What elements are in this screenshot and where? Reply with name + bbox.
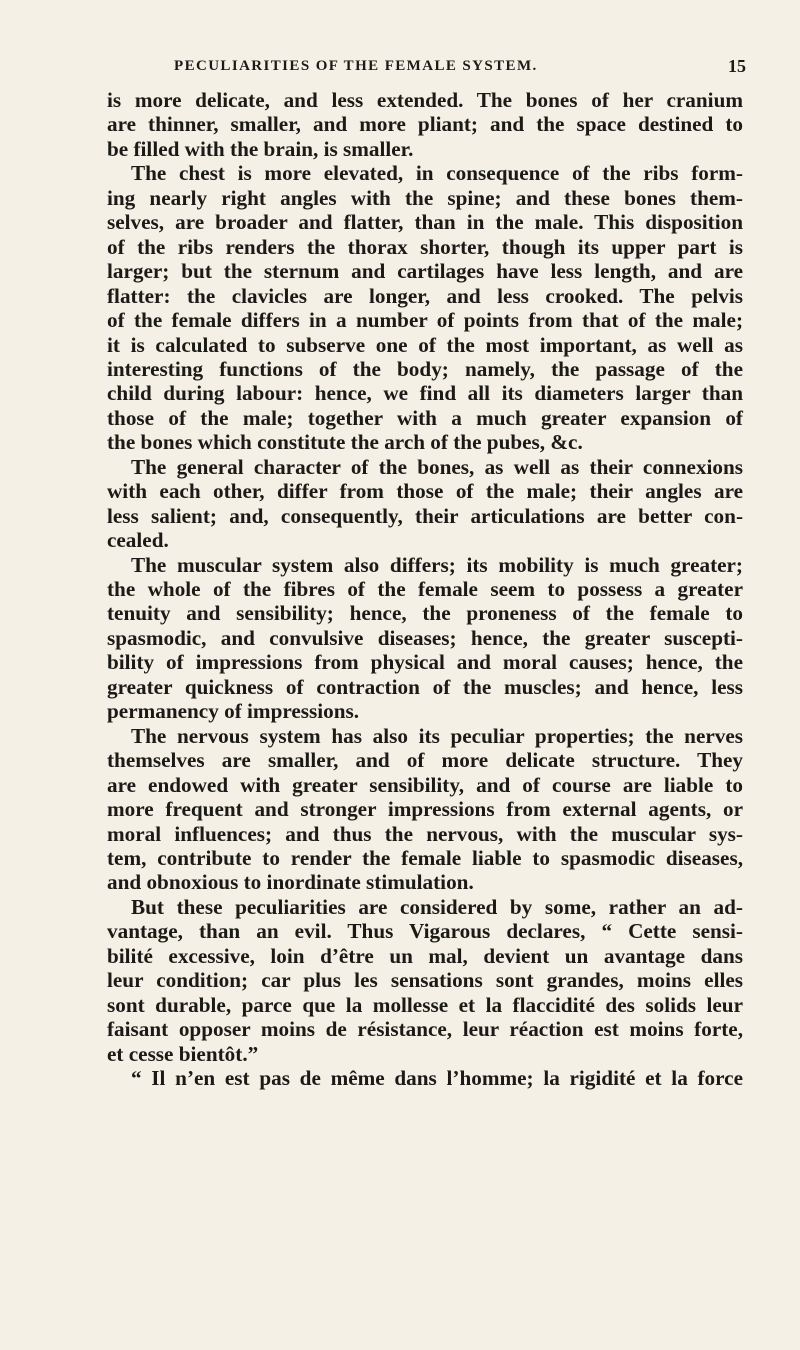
text-line: child during labour: hence, we find all its diameters larger than xyxy=(107,381,743,406)
text-line: is more delicate, and less extended. The bones of her cranium xyxy=(107,88,743,112)
text-line: But these peculiarities are considered by some, rather an ad- xyxy=(131,894,743,919)
text-line: greater quickness of contraction of the muscles; and hence, less xyxy=(107,674,743,699)
text-line: et cesse bientôt.” xyxy=(107,1041,259,1066)
text-line: The chest is more elevated, in consequence of the ribs form- xyxy=(131,161,743,186)
text-line: it is calculated to subserve one of the most important, as well as xyxy=(107,332,743,357)
text-line: themselves are smaller, and of more delicate structure. They xyxy=(107,748,743,773)
text-line: less salient; and, consequently, their articulations are better con- xyxy=(107,503,743,528)
text-line: tenuity and sensibility; hence, the proneness of the female to xyxy=(107,601,743,626)
text-line: sont durable, parce que la mollesse et la flaccidité des solids leur xyxy=(107,992,743,1017)
text-line: moral influences; and thus the nervous, with the muscular sys- xyxy=(107,821,743,846)
text-line: cealed. xyxy=(107,528,169,553)
text-line: selves, are broader and flatter, than in the male. This disposition xyxy=(107,210,743,235)
text-line: the bones which constitute the arch of the pubes, &c. xyxy=(107,430,583,455)
text-line: and obnoxious to inordinate stimulation. xyxy=(107,870,474,895)
text-line: be filled with the brain, is smaller. xyxy=(107,136,414,161)
text-line: flatter: the clavicles are longer, and less crooked. The pelvis xyxy=(107,283,743,308)
running-header: PECULIARITIES OF THE FEMALE SYSTEM. xyxy=(174,58,538,74)
text-line: larger; but the sternum and cartilages have less length, and are xyxy=(107,259,743,284)
text-line: The muscular system also differs; its mobility is much greater; xyxy=(131,552,743,577)
text-line: those of the male; together with a much greater expansion of xyxy=(107,405,743,430)
text-line: are endowed with greater sensibility, and of course are liable to xyxy=(107,772,743,797)
text-line: tem, contribute to render the female liable to spasmodic diseases, xyxy=(107,845,743,870)
text-line: are thinner, smaller, and more pliant; and the space destined to xyxy=(107,112,743,137)
text-line: bilité excessive, loin d’être un mal, devient un avantage dans xyxy=(107,943,743,968)
text-line: of the ribs renders the thorax shorter, though its upper part is xyxy=(107,234,743,259)
text-line: ing nearly right angles with the spine; and these bones them- xyxy=(107,185,743,210)
text-line: more frequent and stronger impressions from external agents, or xyxy=(107,797,743,822)
text-line: faisant opposer moins de résistance, leur réaction est moins forte, xyxy=(107,1017,743,1042)
text-line: interesting functions of the body; namely, the passage of the xyxy=(107,356,743,381)
text-line: permanency of impressions. xyxy=(107,699,360,724)
text-line: “ Il n’en est pas de même dans l’homme; la rigidité et la force xyxy=(131,1066,743,1090)
text-line: with each other, differ from those of the male; their angles are xyxy=(107,479,743,504)
text-line: the whole of the fibres of the female seem to possess a greater xyxy=(107,577,743,601)
text-line: spasmodic, and convulsive diseases; hence, the greater suscepti- xyxy=(107,625,743,650)
text-line: vantage, than an evil. Thus Vigarous declares, “ Cette sensi- xyxy=(107,919,743,944)
text-line: bility of impressions from physical and moral causes; hence, the xyxy=(107,650,743,675)
text-line: leur condition; car plus les sensations sont grandes, moins elles xyxy=(107,968,743,993)
text-line: The general character of the bones, as well as their connexions xyxy=(131,454,743,479)
text-line: of the female differs in a number of points from that of the male; xyxy=(107,308,743,333)
text-line: The nervous system has also its peculiar properties; the nerves xyxy=(131,723,743,748)
page-number: 15 xyxy=(728,56,746,76)
